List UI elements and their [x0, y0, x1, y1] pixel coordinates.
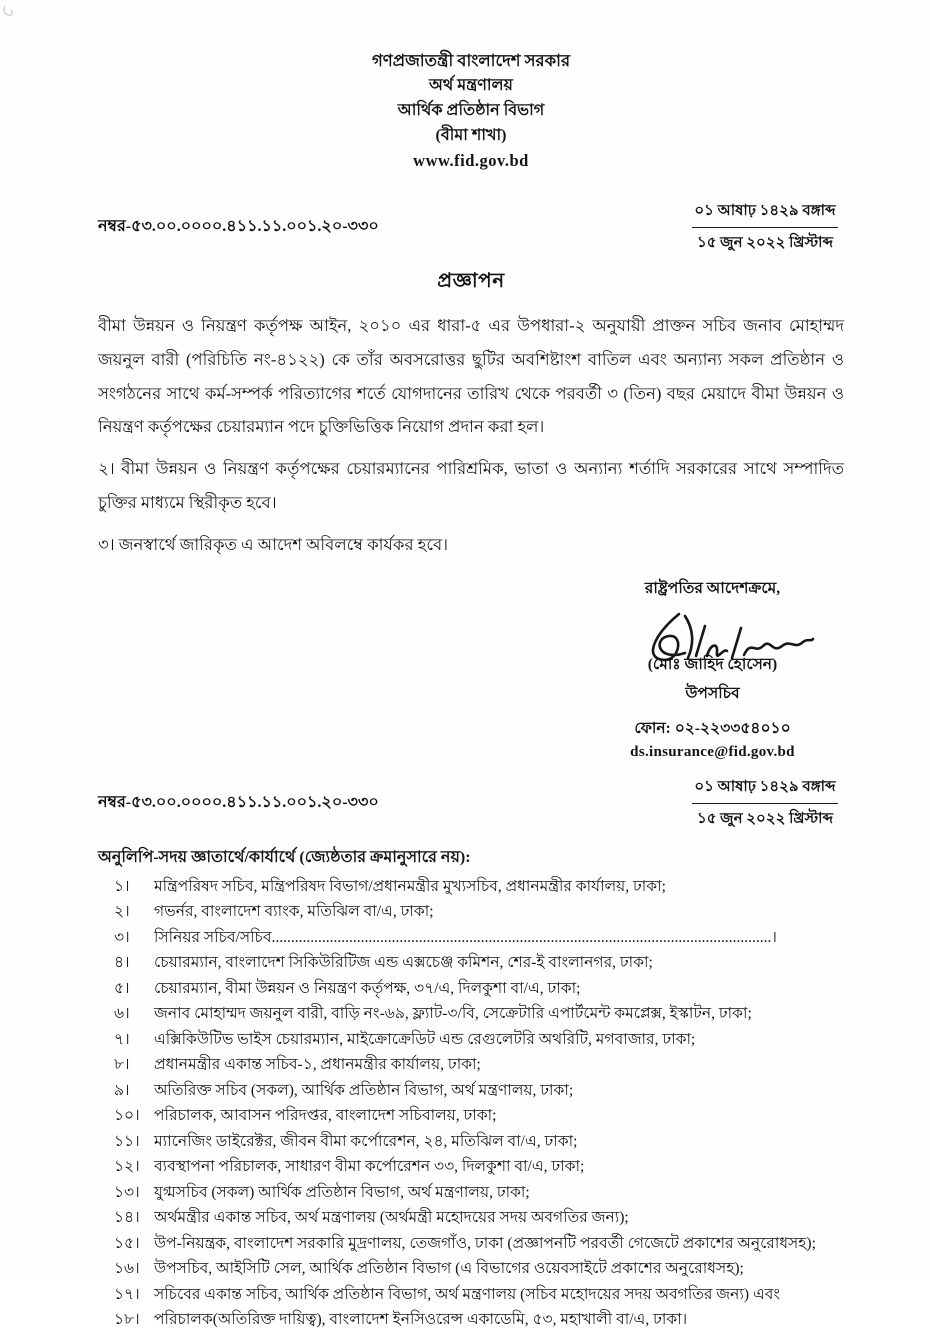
- list-item: [98, 928, 844, 948]
- date-block-1: [686, 199, 844, 256]
- list-item-number: ১৩।: [114, 1183, 140, 1201]
- list-item-number: ৬।: [114, 1005, 130, 1023]
- list-item-text: ব্যবস্থাপনা পরিচালক, সাধারণ বীমা কর্পোরেশন ৩৩, দিলকুশা বা/এ, ঢাকা;: [154, 1158, 585, 1176]
- body-paragraph-2: ২। বীমা উন্নয়ন ও নিয়ন্ত্রণ কর্তৃপক্ষের চেয়ারম্যানের পারিশ্রমিক, ভাতা ও অন্যান্য শর্তাদি সরকারের সাথে সম্পাদিত চুক্তির মাধ্যমে স্থিরীকৃত হবে।: [98, 459, 844, 513]
- signer-name: (মোঃ জাহিদ হোসেন): [647, 655, 778, 673]
- list-item: [98, 1208, 844, 1228]
- list-item: [98, 1081, 844, 1101]
- list-item: [98, 1157, 844, 1177]
- list-item-text: প্রধানমন্ত্রীর একান্ত সচিব-১, প্রধানমন্ত্রীর কার্যালয়, ঢাকা;: [154, 1056, 481, 1074]
- list-item-number: ৮।: [114, 1056, 130, 1074]
- list-item-number: ৯।: [114, 1081, 130, 1099]
- notification-title: প্রজ্ঞাপন: [437, 270, 505, 292]
- list-item: [98, 1310, 844, 1330]
- list-item-number: ৫।: [114, 979, 130, 997]
- signer-designation: উপসচিব: [685, 684, 740, 702]
- website-url: www.fid.gov.bd: [413, 151, 529, 170]
- copy-list-heading: অনুলিপি-সদয় জ্ঞাতার্থে/কার্যার্থে (জ্যেষ্ঠতার ক্রমানুসারে নয়):: [98, 848, 471, 866]
- list-item-number: ২।: [114, 903, 130, 921]
- signature-block: [585, 576, 840, 761]
- by-order-text: রাষ্ট্রপতির আদেশক্রমে,: [644, 579, 781, 597]
- division-name: আর্থিক প্রতিষ্ঠান বিভাগ: [397, 102, 545, 119]
- list-item-text: গভর্নর, বাংলাদেশ ব্যাংক, মতিঝিল বা/এ, ঢাকা;: [154, 903, 434, 921]
- list-item-text: পরিচালক(অতিরিক্ত দায়িত্ব), বাংলাদেশ ইনসিওরেন্স একাডেমি, ৫৩, মহাখালী বা/এ, ঢাকা।: [154, 1311, 688, 1329]
- list-item-text: মন্ত্রিপরিষদ সচিব, মন্ত্রিপরিষদ বিভাগ/প্রধানমন্ত্রীর মুখ্যসচিব, প্রধানমন্ত্রীর কার্যালয়, ঢাকা;: [154, 877, 666, 895]
- scan-corner-mark: [2, 4, 20, 22]
- list-item-text: সিনিয়র সচিব/সচিব.................................................................................................................................।: [154, 928, 777, 946]
- list-item: [98, 1132, 844, 1152]
- date-block-2: [686, 775, 844, 832]
- list-item-number: ১৬।: [114, 1260, 140, 1278]
- list-item-number: ১৭।: [114, 1285, 140, 1303]
- list-item-number: ১১।: [114, 1132, 140, 1150]
- list-item: [98, 953, 844, 973]
- date-bangla-1: ০১ আষাঢ় ১৪২৯ বঙ্গাব্দ: [692, 199, 837, 228]
- list-item: [98, 1030, 844, 1050]
- list-item-text: পরিচালক, আবাসন পরিদপ্তর, বাংলাদেশ সচিবালয়, ঢাকা;: [154, 1107, 497, 1125]
- list-item: [98, 1004, 844, 1024]
- body-paragraph-1: বীমা উন্নয়ন ও নিয়ন্ত্রণ কর্তৃপক্ষ আইন, ২০১০ এর ধারা-৫ এর উপধারা-২ অনুযায়ী প্রাক্তন সচিব জনাব মোহাম্মদ জয়নুল বারী (পরিচিতি নং-৪১২২) কে তাঁর অবসরোত্তর ছুটির অবশিষ্টাংশ বাতিল এবং অন্যান্য সকল প্রতিষ্ঠান ও সংগঠনের সাথে কর্ম-সম্পর্ক পরিত্যাগের শর্তে যোগদানের তারিখ থেকে পরবর্তী ৩ (তিন) বছর মেয়াদে বীমা উন্নয়ন ও নিয়ন্ত্রণ কর্তৃপক্ষের চেয়ারম্যান পদে চুক্তিভিত্তিক নিয়োগ প্রদান করা হল।: [98, 316, 844, 437]
- list-item-text: যুগ্মসচিব (সকল) আর্থিক প্রতিষ্ঠান বিভাগ, অর্থ মন্ত্রণালয়, ঢাকা;: [154, 1183, 530, 1201]
- reference-row-2: [98, 775, 844, 832]
- list-item-text: সচিবের একান্ত সচিব, আর্থিক প্রতিষ্ঠান বিভাগ, অর্থ মন্ত্রণালয় (সচিব মহোদয়ের সদয় অবগতির জন্য) এবং: [154, 1285, 781, 1303]
- list-item-number: ১৫।: [114, 1234, 140, 1252]
- reference-row-1: [98, 199, 844, 256]
- memo-number-suffix: ৩৩০: [347, 218, 379, 235]
- memo-number-prefix: নম্বর-৫৩.০০.০০০০.৪১১.১১.০০১.২০-: [98, 218, 348, 235]
- list-item-number: ৩।: [114, 928, 130, 946]
- list-item: [98, 1259, 844, 1279]
- list-item-number: ৭।: [114, 1030, 130, 1048]
- date-gregorian-1: ১৫ জুন ২০২২ খ্রিস্টাব্দ: [696, 235, 834, 251]
- list-item-number: ১৪।: [114, 1209, 140, 1227]
- section-name: (বীমা শাখা): [435, 127, 507, 144]
- memo-number-2: নম্বর-৫৩.০০.০০০০.৪১১.১১.০০১.২০-৩৩০: [98, 793, 379, 811]
- government-name: গণপ্রজাতন্ত্রী বাংলাদেশ সরকার: [371, 51, 571, 70]
- list-item-text: ম্যানেজিং ডাইরেক্টর, জীবন বীমা কর্পোরেশন, ২৪, মতিঝিল বা/এ, ঢাকা;: [154, 1132, 578, 1150]
- list-item-text: চেয়ারম্যান, বাংলাদেশ সিকিউরিটিজ এন্ড এক্সচেঞ্জ কমিশন, শের-ই বাংলানগর, ঢাকা;: [154, 954, 653, 972]
- list-item-text: উপ-নিয়ন্ত্রক, বাংলাদেশ সরকারি মুদ্রণালয়, তেজগাঁও, ঢাকা (প্রজ্ঞাপনটি পরবর্তী গেজেটে প্রকাশের অনুরোধসহ);: [154, 1234, 816, 1252]
- body-paragraph-3: ৩। জনস্বার্থে জারিকৃত এ আদেশ অবিলম্বে কার্যকর হবে।: [98, 534, 449, 554]
- list-item-text: জনাব মোহাম্মদ জয়নুল বারী, বাড়ি নং-৬৯, ফ্ল্যাট-৩/বি, সেক্রেটারি এপার্টমেন্ট কমপ্লেক্স, ইস্কাটন, ঢাকা;: [154, 1005, 752, 1023]
- signature-area: [585, 652, 840, 678]
- list-item-number: ১৮।: [114, 1311, 140, 1329]
- list-item-number: ১।: [114, 877, 130, 895]
- list-item: [98, 1106, 844, 1126]
- copy-list: [98, 877, 844, 1330]
- list-item: [98, 979, 844, 999]
- list-item: [98, 902, 844, 922]
- list-item-number: ১২।: [114, 1158, 140, 1176]
- list-item: [98, 1285, 844, 1305]
- list-item: [98, 1183, 844, 1203]
- list-item-text: উপসচিব, আইসিটি সেল, আর্থিক প্রতিষ্ঠান বিভাগ (এ বিভাগের ওয়েবসাইটে প্রকাশের অনুরোধসহ);: [154, 1260, 744, 1278]
- email-address: ds.insurance@fid.gov.bd: [630, 743, 795, 760]
- list-item: [98, 1055, 844, 1075]
- list-item-number: ৪।: [114, 954, 130, 972]
- phone-number: ফোন: ০২-২২৩৩৫৪০১০: [634, 719, 791, 737]
- list-item-text: অর্থমন্ত্রীর একান্ত সচিব, অর্থ মন্ত্রণালয় (অর্থমন্ত্রী মহোদয়ের সদয় অবগতির জন্য);: [154, 1209, 629, 1227]
- list-item-number: ১০।: [114, 1107, 140, 1125]
- list-item-text: অতিরিক্ত সচিব (সকল), আর্থিক প্রতিষ্ঠান বিভাগ, অর্থ মন্ত্রণালয়, ঢাকা;: [154, 1081, 574, 1099]
- memo-number-1: [98, 199, 379, 240]
- list-item-text: চেয়ারম্যান, বীমা উন্নয়ন ও নিয়ন্ত্রণ কর্তৃপক্ষ, ৩৭/এ, দিলকুশা বা/এ, ঢাকা;: [154, 979, 581, 997]
- date-gregorian-2: ১৫ জুন ২০২২ খ্রিস্টাব্দ: [696, 810, 834, 827]
- ministry-name: অর্থ মন্ত্রণালয়: [429, 77, 513, 94]
- letterhead: [98, 48, 844, 173]
- list-item-text: এক্সিকিউটিভ ভাইস চেয়ারম্যান, মাইক্রোক্রেডিট এন্ড রেগুলেটরি অথরিটি, মগবাজার, ঢাকা;: [154, 1030, 696, 1048]
- list-item: [98, 877, 844, 897]
- date-bangla-2: ০১ আষাঢ় ১৪২৯ বঙ্গাব্দ: [692, 775, 837, 804]
- list-item: [98, 1234, 844, 1254]
